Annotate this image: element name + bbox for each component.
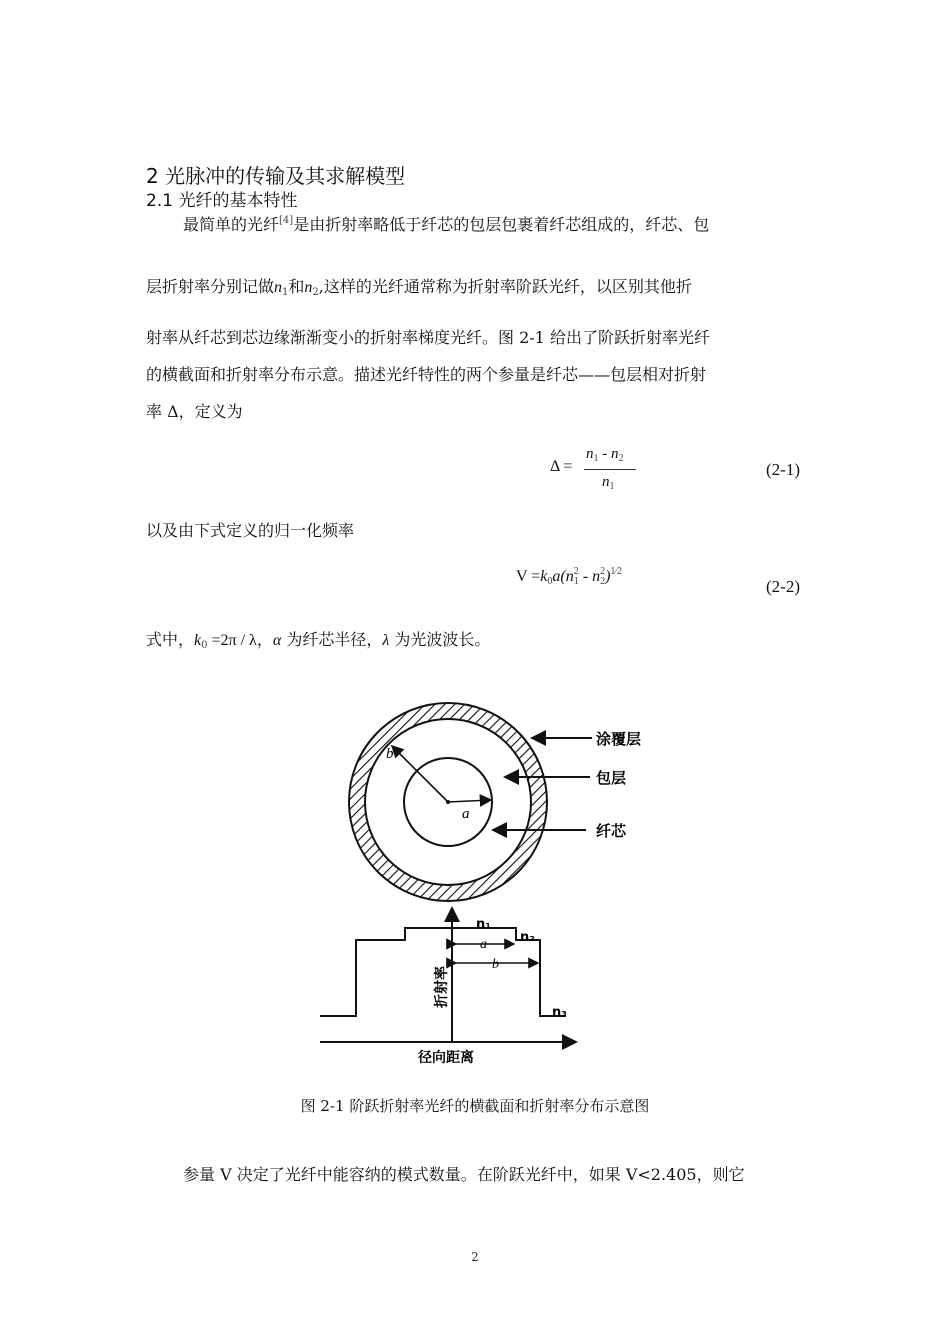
eq1-fraction-bar [584, 469, 636, 470]
x-axis-label: 径向距离 [418, 1050, 474, 1066]
para1-line5: 率 Δ，定义为 [146, 402, 243, 421]
y-axis-label: 折射率 [434, 966, 450, 1008]
eq1-number: (2-1) [766, 460, 800, 479]
para1-line3: 射率从纤芯到芯边缘渐渐变小的折射率梯度光纤。图 2-1 给出了阶跃折射率光纤 [146, 328, 710, 347]
para4: 参量 V 决定了光纤中能容纳的模式数量。在阶跃光纤中，如果 V<2.405，则它 [183, 1165, 745, 1184]
profile-b: b [492, 957, 499, 972]
para2: 以及由下式定义的归一化频率 [146, 521, 355, 540]
figure-2-1 [300, 690, 660, 1080]
eq2-number: (2-2) [766, 577, 800, 596]
fig-label-b: b [386, 746, 394, 762]
subsection-heading: 2.1 光纤的基本特性 [146, 191, 298, 211]
eq1-numerator: $n_1 - n_2$ [586, 446, 624, 464]
profile-n2: n₂ [520, 930, 535, 945]
eq1-denominator: $n_1$ [602, 474, 615, 492]
figure-caption: 图 2-1 阶跃折射率光纤的横截面和折射率分布示意图 [300, 1097, 650, 1115]
label-core: 纤芯 [596, 822, 627, 840]
fig-label-a: a [462, 806, 470, 822]
page-number: 2 [471, 1250, 479, 1264]
label-coating: 涂覆层 [596, 730, 642, 748]
para3: 式中，$k_0 =2\pi / \lambda$，α 为纤芯半径，λ 为光波波长。 [146, 630, 491, 651]
profile-a: a [480, 937, 487, 952]
equation-2-2: $V =k_0a(n_1^2 - n_2^2)^{1⁄2}$ [516, 566, 623, 587]
equation-2-1: Δ = $n_1 - n_2$ $n_1$ [550, 452, 660, 500]
para1-line2: 层折射率分别记做$n_1$和$n_2$,这样的光纤通常称为折射率阶跃光纤，以区别其他折 [146, 277, 692, 298]
para1-line1: 最简单的光纤[4]是由折射率略低于纤芯的包层包裹着纤芯组成的，纤芯、包 [183, 215, 710, 234]
para1-line4: 的横截面和折射率分布示意。描述光纤特性的两个参量是纤芯——包层相对折射 [146, 365, 707, 384]
profile-n3: n₃ [552, 1005, 567, 1020]
label-cladding: 包层 [596, 769, 627, 787]
section-heading: 2 光脉冲的传输及其求解模型 [146, 164, 406, 188]
profile-n1: n₁ [476, 917, 491, 932]
citation-ref[interactable]: [4] [279, 215, 294, 226]
